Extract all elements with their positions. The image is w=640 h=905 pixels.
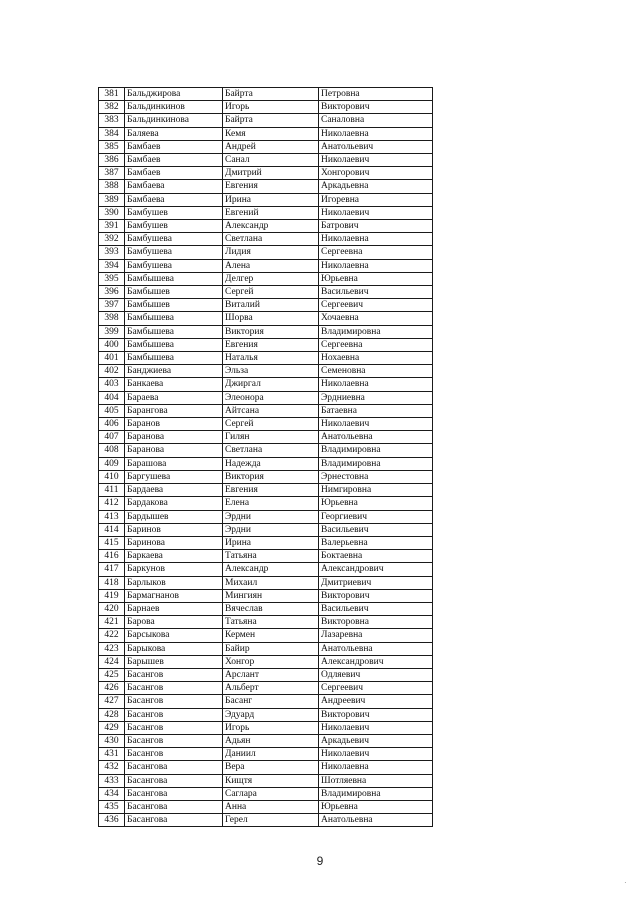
row-number-cell: 388 [99, 180, 125, 193]
last-name-cell: Баргушева [125, 470, 223, 483]
row-number-cell: 415 [99, 536, 125, 549]
row-number-cell: 412 [99, 497, 125, 510]
last-name-cell: Басангов [125, 695, 223, 708]
table-row [99, 404, 433, 417]
patronymic-cell: Викторович [319, 101, 433, 114]
table-row [99, 352, 433, 365]
patronymic-cell: Анатольевна [319, 814, 433, 827]
last-name-cell: Басангова [125, 800, 223, 813]
last-name-cell: Барышев [125, 655, 223, 668]
patronymic-cell: Дмитриевич [319, 576, 433, 589]
last-name-cell: Басангова [125, 814, 223, 827]
table-row [99, 220, 433, 233]
patronymic-cell: Сергеевна [319, 338, 433, 351]
last-name-cell: Басангов [125, 668, 223, 681]
last-name-cell: Барнаев [125, 602, 223, 615]
patronymic-cell: Николаевич [319, 748, 433, 761]
first-name-cell: Кищтя [223, 774, 319, 787]
first-name-cell: Наталья [223, 352, 319, 365]
table-row [99, 167, 433, 180]
row-number-cell: 424 [99, 655, 125, 668]
row-number-cell: 398 [99, 312, 125, 325]
table-row [99, 101, 433, 114]
table-row [99, 682, 433, 695]
row-number-cell: 387 [99, 167, 125, 180]
last-name-cell: Бамбаев [125, 140, 223, 153]
last-name-cell: Бардакова [125, 497, 223, 510]
patronymic-cell: Николаевич [319, 206, 433, 219]
first-name-cell: Байир [223, 642, 319, 655]
row-number-cell: 426 [99, 682, 125, 695]
first-name-cell: Алена [223, 259, 319, 272]
first-name-cell: Эрдни [223, 523, 319, 536]
table-row [99, 299, 433, 312]
table-row [99, 602, 433, 615]
row-number-cell: 413 [99, 510, 125, 523]
table-row [99, 616, 433, 629]
first-name-cell: Татьяна [223, 550, 319, 563]
last-name-cell: Бамбышева [125, 338, 223, 351]
patronymic-cell: Викторовна [319, 616, 433, 629]
first-name-cell: Михаил [223, 576, 319, 589]
row-number-cell: 408 [99, 444, 125, 457]
patronymic-cell: Васильевич [319, 523, 433, 536]
table-row [99, 418, 433, 431]
first-name-cell: Александр [223, 563, 319, 576]
row-number-cell: 436 [99, 814, 125, 827]
last-name-cell: Бамбаева [125, 193, 223, 206]
row-number-cell: 396 [99, 286, 125, 299]
first-name-cell: Айтсана [223, 404, 319, 417]
row-number-cell: 428 [99, 708, 125, 721]
last-name-cell: Басангова [125, 774, 223, 787]
last-name-cell: Бамбышева [125, 352, 223, 365]
row-number-cell: 414 [99, 523, 125, 536]
patronymic-cell: Сергеевич [319, 299, 433, 312]
first-name-cell: Герел [223, 814, 319, 827]
last-name-cell: Баранов [125, 418, 223, 431]
row-number-cell: 402 [99, 365, 125, 378]
last-name-cell: Басангова [125, 787, 223, 800]
last-name-cell: Бамбушева [125, 259, 223, 272]
last-name-cell: Бардышев [125, 510, 223, 523]
last-name-cell: Бамбушев [125, 220, 223, 233]
name-list-table [98, 87, 433, 827]
first-name-cell: Санал [223, 154, 319, 167]
patronymic-cell: Николаевна [319, 259, 433, 272]
first-name-cell: Лидия [223, 246, 319, 259]
table-row [99, 523, 433, 536]
table-row [99, 655, 433, 668]
table-row [99, 787, 433, 800]
row-number-cell: 435 [99, 800, 125, 813]
last-name-cell: Барыкова [125, 642, 223, 655]
last-name-cell: Баркаева [125, 550, 223, 563]
first-name-cell: Светлана [223, 233, 319, 246]
table-row [99, 431, 433, 444]
first-name-cell: Кемя [223, 127, 319, 140]
patronymic-cell: Васильевич [319, 602, 433, 615]
table-row [99, 708, 433, 721]
row-number-cell: 427 [99, 695, 125, 708]
last-name-cell: Бамбушев [125, 206, 223, 219]
table-row [99, 233, 433, 246]
last-name-cell: Баринов [125, 523, 223, 536]
patronymic-cell: Владимировна [319, 787, 433, 800]
patronymic-cell: Викторович [319, 708, 433, 721]
first-name-cell: Джиргал [223, 378, 319, 391]
patronymic-cell: Николаевна [319, 378, 433, 391]
last-name-cell: Бальдинкинова [125, 114, 223, 127]
patronymic-cell: Владимировна [319, 457, 433, 470]
table-row [99, 88, 433, 101]
first-name-cell: Виктория [223, 470, 319, 483]
patronymic-cell: Одляевич [319, 668, 433, 681]
row-number-cell: 420 [99, 602, 125, 615]
last-name-cell: Басангов [125, 721, 223, 734]
first-name-cell: Виталий [223, 299, 319, 312]
table-row [99, 272, 433, 285]
table-row [99, 550, 433, 563]
table-row [99, 312, 433, 325]
row-number-cell: 423 [99, 642, 125, 655]
row-number-cell: 382 [99, 101, 125, 114]
row-number-cell: 389 [99, 193, 125, 206]
last-name-cell: Баркунов [125, 563, 223, 576]
last-name-cell: Бамбышев [125, 286, 223, 299]
first-name-cell: Альберт [223, 682, 319, 695]
first-name-cell: Адьян [223, 734, 319, 747]
patronymic-cell: Шотляевна [319, 774, 433, 787]
last-name-cell: Барангова [125, 404, 223, 417]
row-number-cell: 395 [99, 272, 125, 285]
row-number-cell: 385 [99, 140, 125, 153]
table-row [99, 814, 433, 827]
first-name-cell: Евгений [223, 206, 319, 219]
last-name-cell: Бамбушева [125, 233, 223, 246]
table-row [99, 734, 433, 747]
table-row [99, 325, 433, 338]
last-name-cell: Баринова [125, 536, 223, 549]
row-number-cell: 407 [99, 431, 125, 444]
row-number-cell: 406 [99, 418, 125, 431]
row-number-cell: 399 [99, 325, 125, 338]
patronymic-cell: Эрнестовна [319, 470, 433, 483]
table-row [99, 497, 433, 510]
first-name-cell: Евгения [223, 180, 319, 193]
patronymic-cell: Юрьевна [319, 497, 433, 510]
first-name-cell: Байрта [223, 114, 319, 127]
patronymic-cell: Николаевич [319, 418, 433, 431]
table-row [99, 193, 433, 206]
patronymic-cell: Викторович [319, 589, 433, 602]
table-row [99, 457, 433, 470]
last-name-cell: Бамбаев [125, 154, 223, 167]
last-name-cell: Бараева [125, 391, 223, 404]
patronymic-cell: Семеновна [319, 365, 433, 378]
patronymic-cell: Хочаевна [319, 312, 433, 325]
first-name-cell: Вера [223, 761, 319, 774]
first-name-cell: Элеонора [223, 391, 319, 404]
row-number-cell: 392 [99, 233, 125, 246]
table-row [99, 695, 433, 708]
last-name-cell: Бамбышева [125, 325, 223, 338]
first-name-cell: Басанг [223, 695, 319, 708]
patronymic-cell: Хонгорович [319, 167, 433, 180]
last-name-cell: Бамбаев [125, 167, 223, 180]
table-row [99, 140, 433, 153]
table-row [99, 378, 433, 391]
last-name-cell: Басангов [125, 734, 223, 747]
table-row [99, 668, 433, 681]
table-row [99, 563, 433, 576]
first-name-cell: Светлана [223, 444, 319, 457]
first-name-cell: Сергей [223, 418, 319, 431]
last-name-cell: Баранова [125, 444, 223, 457]
patronymic-cell: Петровна [319, 88, 433, 101]
first-name-cell: Елена [223, 497, 319, 510]
row-number-cell: 400 [99, 338, 125, 351]
table-row [99, 444, 433, 457]
last-name-cell: Бальджирова [125, 88, 223, 101]
last-name-cell: Бамбышева [125, 272, 223, 285]
row-number-cell: 394 [99, 259, 125, 272]
table-row [99, 127, 433, 140]
row-number-cell: 401 [99, 352, 125, 365]
row-number-cell: 419 [99, 589, 125, 602]
row-number-cell: 431 [99, 748, 125, 761]
first-name-cell: Эльза [223, 365, 319, 378]
row-number-cell: 383 [99, 114, 125, 127]
first-name-cell: Эдуард [223, 708, 319, 721]
table-row [99, 154, 433, 167]
last-name-cell: Бальдинкинов [125, 101, 223, 114]
patronymic-cell: Николаевич [319, 154, 433, 167]
table-row [99, 246, 433, 259]
first-name-cell: Ирина [223, 193, 319, 206]
last-name-cell: Барова [125, 616, 223, 629]
table-row [99, 536, 433, 549]
last-name-cell: Бамбышева [125, 312, 223, 325]
row-number-cell: 409 [99, 457, 125, 470]
patronymic-cell: Анатольевич [319, 140, 433, 153]
last-name-cell: Банкаева [125, 378, 223, 391]
patronymic-cell: Лазаревна [319, 629, 433, 642]
last-name-cell: Басангов [125, 682, 223, 695]
patronymic-cell: Владимировна [319, 325, 433, 338]
row-number-cell: 391 [99, 220, 125, 233]
first-name-cell: Евгения [223, 338, 319, 351]
patronymic-cell: Николаевич [319, 721, 433, 734]
patronymic-cell: Сергеевич [319, 682, 433, 695]
patronymic-cell: Саналовна [319, 114, 433, 127]
name-list-body [99, 88, 433, 827]
row-number-cell: 404 [99, 391, 125, 404]
first-name-cell: Надежда [223, 457, 319, 470]
patronymic-cell: Андреевич [319, 695, 433, 708]
table-row [99, 259, 433, 272]
patronymic-cell: Николаевна [319, 761, 433, 774]
row-number-cell: 393 [99, 246, 125, 259]
table-row [99, 206, 433, 219]
first-name-cell: Александр [223, 220, 319, 233]
row-number-cell: 422 [99, 629, 125, 642]
table-row [99, 180, 433, 193]
first-name-cell: Андрей [223, 140, 319, 153]
table-row [99, 589, 433, 602]
page-number: 9 [316, 854, 324, 868]
first-name-cell: Эрдни [223, 510, 319, 523]
last-name-cell: Барсыкова [125, 629, 223, 642]
last-name-cell: Банджиева [125, 365, 223, 378]
patronymic-cell: Николаевна [319, 127, 433, 140]
row-number-cell: 405 [99, 404, 125, 417]
first-name-cell: Сергей [223, 286, 319, 299]
first-name-cell: Вячеслав [223, 602, 319, 615]
first-name-cell: Игорь [223, 721, 319, 734]
patronymic-cell: Батаевна [319, 404, 433, 417]
table-row [99, 761, 433, 774]
table-row [99, 114, 433, 127]
table-row [99, 510, 433, 523]
first-name-cell: Байрта [223, 88, 319, 101]
row-number-cell: 417 [99, 563, 125, 576]
row-number-cell: 421 [99, 616, 125, 629]
table-row [99, 800, 433, 813]
row-number-cell: 433 [99, 774, 125, 787]
table-row [99, 642, 433, 655]
table-row [99, 629, 433, 642]
last-name-cell: Бамбушева [125, 246, 223, 259]
patronymic-cell: Николаевна [319, 233, 433, 246]
first-name-cell: Дмитрий [223, 167, 319, 180]
first-name-cell: Даниил [223, 748, 319, 761]
patronymic-cell: Анатольевна [319, 431, 433, 444]
first-name-cell: Ирина [223, 536, 319, 549]
table-row [99, 748, 433, 761]
table-row [99, 721, 433, 734]
row-number-cell: 418 [99, 576, 125, 589]
table-row [99, 484, 433, 497]
scan-mark: · [624, 878, 627, 887]
first-name-cell: Шорва [223, 312, 319, 325]
last-name-cell: Бамбаева [125, 180, 223, 193]
row-number-cell: 430 [99, 734, 125, 747]
row-number-cell: 425 [99, 668, 125, 681]
patronymic-cell: Юрьевна [319, 800, 433, 813]
patronymic-cell: Нимгировна [319, 484, 433, 497]
row-number-cell: 411 [99, 484, 125, 497]
table-row [99, 286, 433, 299]
first-name-cell: Татьяна [223, 616, 319, 629]
table-row [99, 391, 433, 404]
row-number-cell: 429 [99, 721, 125, 734]
patronymic-cell: Владимировна [319, 444, 433, 457]
table-row [99, 365, 433, 378]
patronymic-cell: Александрович [319, 563, 433, 576]
first-name-cell: Хонгор [223, 655, 319, 668]
patronymic-cell: Аркадьевна [319, 180, 433, 193]
patronymic-cell: Боктаевна [319, 550, 433, 563]
patronymic-cell: Аркадьевич [319, 734, 433, 747]
first-name-cell: Арслант [223, 668, 319, 681]
first-name-cell: Виктория [223, 325, 319, 338]
patronymic-cell: Анатольевна [319, 642, 433, 655]
patronymic-cell: Васильевич [319, 286, 433, 299]
first-name-cell: Мингиян [223, 589, 319, 602]
row-number-cell: 410 [99, 470, 125, 483]
row-number-cell: 434 [99, 787, 125, 800]
row-number-cell: 386 [99, 154, 125, 167]
last-name-cell: Басангов [125, 748, 223, 761]
patronymic-cell: Александрович [319, 655, 433, 668]
first-name-cell: Делгер [223, 272, 319, 285]
last-name-cell: Барлыков [125, 576, 223, 589]
patronymic-cell: Сергеевна [319, 246, 433, 259]
patronymic-cell: Нохаевна [319, 352, 433, 365]
last-name-cell: Бармагнанов [125, 589, 223, 602]
row-number-cell: 384 [99, 127, 125, 140]
last-name-cell: Баранова [125, 431, 223, 444]
row-number-cell: 416 [99, 550, 125, 563]
last-name-cell: Басангов [125, 708, 223, 721]
first-name-cell: Евгения [223, 484, 319, 497]
table-row [99, 338, 433, 351]
patronymic-cell: Валерьевна [319, 536, 433, 549]
patronymic-cell: Эрдниевна [319, 391, 433, 404]
table-row [99, 470, 433, 483]
row-number-cell: 381 [99, 88, 125, 101]
patronymic-cell: Батрович [319, 220, 433, 233]
last-name-cell: Бардаева [125, 484, 223, 497]
table-row [99, 576, 433, 589]
first-name-cell: Гилян [223, 431, 319, 444]
patronymic-cell: Юрьевна [319, 272, 433, 285]
patronymic-cell: Игоревна [319, 193, 433, 206]
last-name-cell: Басангова [125, 761, 223, 774]
last-name-cell: Барашова [125, 457, 223, 470]
last-name-cell: Бамбышев [125, 299, 223, 312]
first-name-cell: Саглара [223, 787, 319, 800]
first-name-cell: Игорь [223, 101, 319, 114]
row-number-cell: 390 [99, 206, 125, 219]
row-number-cell: 432 [99, 761, 125, 774]
patronymic-cell: Георгиевич [319, 510, 433, 523]
first-name-cell: Кермен [223, 629, 319, 642]
row-number-cell: 397 [99, 299, 125, 312]
first-name-cell: Анна [223, 800, 319, 813]
row-number-cell: 403 [99, 378, 125, 391]
last-name-cell: Баляева [125, 127, 223, 140]
table-row [99, 774, 433, 787]
